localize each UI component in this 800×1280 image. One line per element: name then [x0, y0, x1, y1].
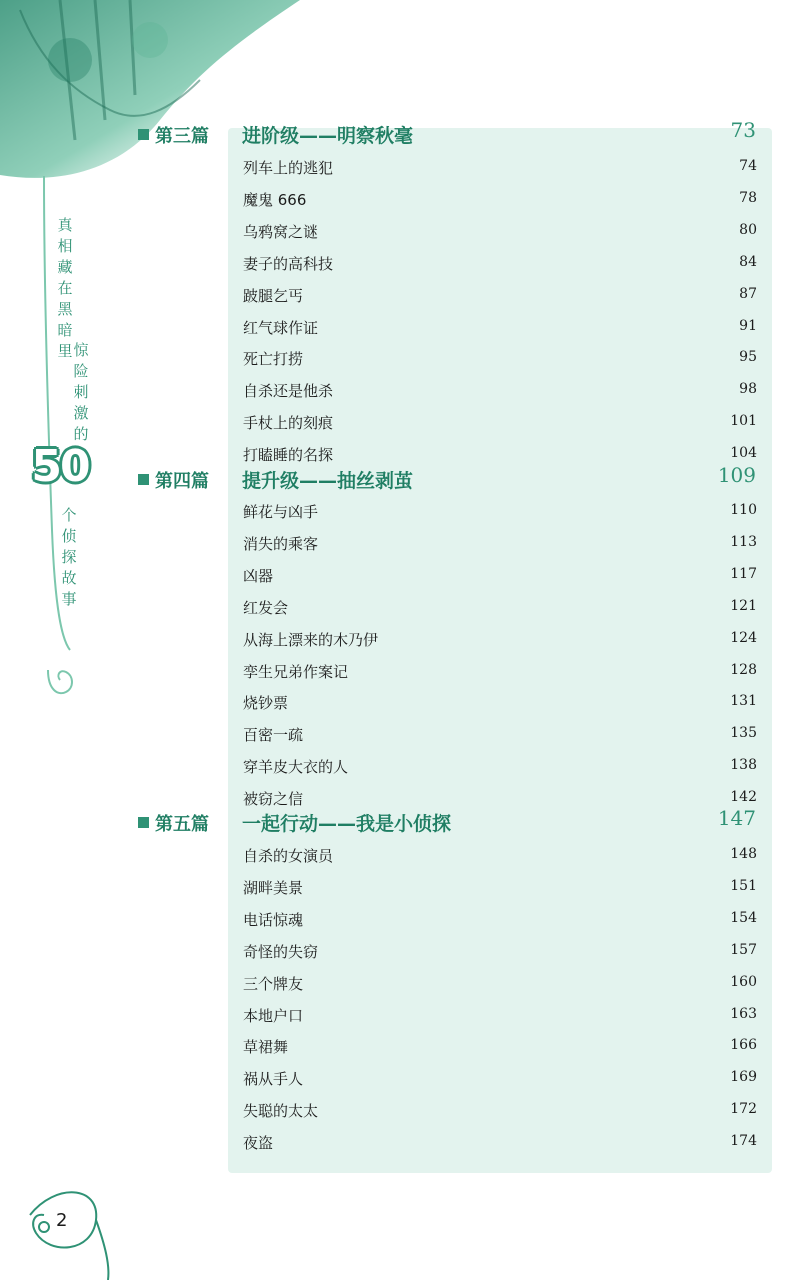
- toc-entry-title: 百密一疏: [243, 726, 304, 745]
- toc-entry: [243, 1005, 757, 1029]
- toc-entry-title: 妻子的高科技: [243, 254, 334, 273]
- toc-entry-title: 列车上的逃犯: [243, 159, 334, 177]
- section-label: 第四篇: [155, 471, 209, 492]
- toc-entry: [243, 157, 757, 181]
- toc-entry: [243, 756, 757, 780]
- toc-entry-title: 从海上漂来的木乃伊: [243, 630, 379, 649]
- toc-entry-page: 138: [730, 757, 757, 774]
- toc-entry: [243, 1068, 757, 1092]
- toc-entry-title: 本地户口: [243, 1006, 304, 1025]
- toc-entry-page: 121: [730, 597, 757, 614]
- toc-entry-page: 135: [730, 725, 757, 742]
- toc-entry-page: 95: [739, 349, 757, 366]
- toc-entry-page: 84: [739, 253, 757, 270]
- toc-entry-title: 红气球作证: [243, 318, 319, 337]
- toc-entry: [243, 909, 757, 933]
- page-number-swirl: [0, 1175, 140, 1280]
- toc-entry: [243, 597, 757, 621]
- toc-entry-page: 172: [730, 1101, 757, 1118]
- toc-entry-page: 174: [730, 1133, 757, 1150]
- toc-entry: [243, 253, 757, 277]
- toc-entry-title: 鲜花与凶手: [243, 503, 319, 521]
- toc-entry: [243, 1132, 757, 1156]
- section-bullet-icon: [138, 129, 149, 140]
- toc-entry-page: 101: [730, 413, 757, 430]
- toc-entry-title: 电话惊魂: [243, 910, 304, 929]
- toc-entry-title: 被窃之信: [243, 790, 304, 809]
- toc-entry-title: 魔鬼 666: [243, 190, 307, 209]
- toc-entry: [243, 221, 757, 245]
- toc-entry: [243, 565, 757, 589]
- toc-entry: [243, 1100, 757, 1124]
- page-number: 2: [56, 1210, 68, 1231]
- toc-entry-page: 91: [739, 317, 757, 334]
- toc-entry-title: 孪生兄弟作案记: [243, 662, 349, 681]
- section-title: 一起行动——我是小侦探: [242, 813, 452, 835]
- toc-entry-title: 消失的乘客: [243, 534, 319, 553]
- toc-entry: [243, 845, 757, 869]
- toc-entry-page: 98: [739, 381, 757, 398]
- toc-entry: [243, 189, 757, 213]
- toc-entry-page: 157: [730, 941, 757, 958]
- toc-entry-page: 163: [730, 1005, 757, 1022]
- toc-entry-page: 128: [730, 661, 757, 678]
- toc-entry: [243, 941, 757, 965]
- toc-entry-page: 117: [730, 565, 757, 582]
- toc-entry-title: 手杖上的刻痕: [243, 414, 334, 433]
- toc-entry-page: 166: [730, 1037, 757, 1054]
- section-title: 进阶级——明察秋毫: [242, 125, 414, 147]
- toc-entry-page: 87: [739, 285, 757, 302]
- section-page-number: 147: [717, 806, 756, 830]
- toc-entry-title: 自杀还是他杀: [243, 382, 334, 401]
- series-title-col-3: 个 侦 探 故 事: [61, 506, 77, 608]
- toc-entry-title: 打瞌睡的名探: [243, 446, 334, 465]
- toc-entry: [243, 661, 757, 685]
- series-number-badge: 50: [31, 441, 89, 492]
- toc-entry-page: 104: [730, 445, 757, 462]
- toc-entry-title: 死亡打捞: [243, 350, 304, 369]
- toc-entry-page: 169: [730, 1069, 757, 1086]
- section-heading: [138, 463, 758, 495]
- toc-entry: [243, 692, 757, 716]
- toc-entry: [243, 973, 757, 997]
- toc-entry-title: 凶器: [243, 566, 274, 585]
- toc-entry-page: 110: [730, 502, 757, 518]
- section-page-number: 73: [730, 118, 756, 142]
- section-bullet-icon: [138, 817, 149, 828]
- toc-entry-page: 160: [730, 973, 757, 990]
- toc-entry-title: 红发会: [243, 598, 289, 617]
- section-label: 第三篇: [155, 126, 209, 147]
- section-bullet-icon: [138, 474, 149, 485]
- section-label: 第五篇: [155, 814, 209, 835]
- toc-entry: [243, 629, 757, 653]
- toc-entry-title: 祸从手人: [243, 1070, 304, 1089]
- toc-entry: [243, 877, 757, 901]
- toc-entry: [243, 444, 757, 468]
- toc-entry-title: 跛腿乞丐: [243, 286, 304, 305]
- series-title-col-2: 惊 险 刺 激 的: [73, 341, 89, 443]
- section-heading: [138, 118, 758, 150]
- toc-entry: [243, 724, 757, 748]
- toc-entry-title: 奇怪的失窃: [243, 942, 319, 961]
- toc-entry-page: 154: [730, 909, 757, 926]
- toc-entry-page: 80: [739, 221, 757, 238]
- toc-entry: [243, 380, 757, 404]
- toc-entry: [243, 317, 757, 341]
- toc-entry-page: 113: [730, 533, 757, 550]
- toc-entry-title: 夜盗: [243, 1134, 274, 1153]
- toc-entry-title: 乌鸦窝之谜: [243, 222, 319, 241]
- toc-entry: [243, 412, 757, 436]
- toc-entry-title: 湖畔美景: [243, 878, 304, 897]
- toc-entry-title: 穿羊皮大衣的人: [243, 758, 349, 777]
- section-heading: [138, 806, 758, 838]
- toc-entry-title: 三个牌友: [243, 974, 304, 993]
- toc-entry-page: 124: [730, 629, 757, 646]
- section-page-number: 109: [717, 463, 756, 487]
- toc-entry-title: 烧钞票: [243, 694, 289, 713]
- toc-entry-page: 74: [739, 158, 757, 174]
- toc-entry-page: 148: [730, 846, 757, 862]
- section-title: 提升级——抽丝剥茧: [242, 470, 414, 492]
- toc-entry: [243, 533, 757, 557]
- toc-entry-page: 78: [739, 189, 757, 206]
- toc-entry-title: 失聪的太太: [243, 1102, 319, 1121]
- toc-entry: [243, 501, 757, 525]
- toc-entry: [243, 348, 757, 372]
- toc-entry-page: 142: [730, 789, 757, 806]
- toc-entry-title: 自杀的女演员: [243, 847, 334, 865]
- toc-entry: [243, 285, 757, 309]
- toc-entry-page: 151: [730, 877, 757, 894]
- toc-entry: [243, 1036, 757, 1060]
- toc-entry-page: 131: [730, 693, 757, 710]
- toc-entry-title: 草裙舞: [243, 1038, 289, 1057]
- series-title-col-1: 真 相 藏 在 黑 暗 里: [57, 216, 73, 360]
